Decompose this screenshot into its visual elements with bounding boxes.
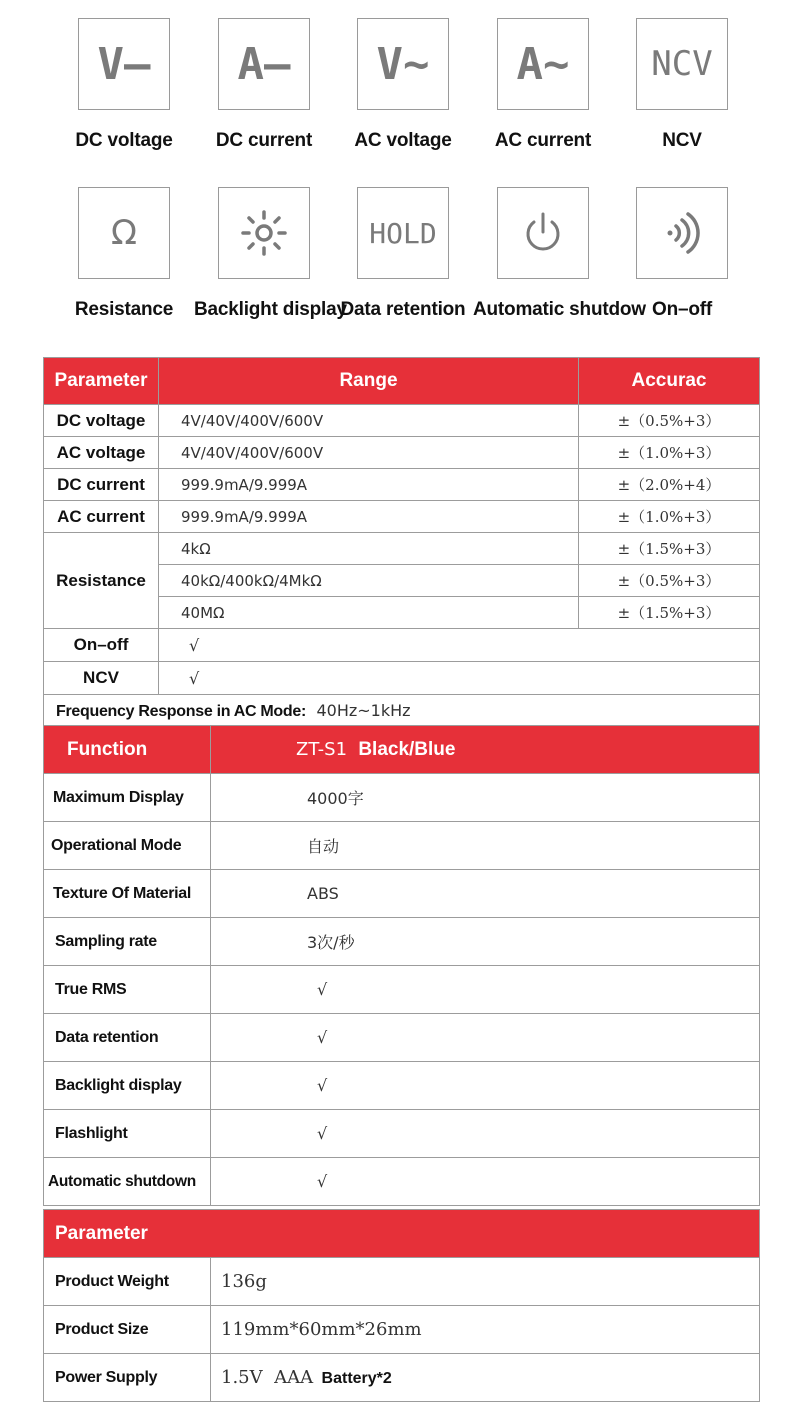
function-name: Automatic shutdown — [44, 1158, 211, 1206]
function-name: Sampling rate — [44, 918, 211, 966]
feature-label: DC voltage — [75, 130, 173, 151]
parameter-table — [43, 1209, 760, 1402]
function-value: √ — [211, 1110, 760, 1158]
function-table — [43, 725, 760, 1206]
param-range: 4V/40V/400V/600V — [159, 437, 579, 469]
table-row — [44, 1354, 760, 1402]
dc-current-icon: A– — [218, 18, 310, 110]
header-accuracy: Accurac — [579, 358, 760, 405]
spec-table — [43, 357, 760, 728]
param-check: √ — [159, 662, 760, 695]
table-row — [44, 1014, 760, 1062]
freq-row — [44, 695, 760, 728]
freq-cell — [44, 695, 760, 728]
param-accuracy: ±（2.0%+4） — [579, 469, 760, 501]
feature-label: AC voltage — [354, 130, 452, 151]
function-value: √ — [211, 1014, 760, 1062]
function-name: Operational Mode — [44, 822, 211, 870]
feature-dc-current — [194, 18, 334, 152]
table-row — [44, 533, 760, 565]
hold-icon: HOLD — [357, 187, 449, 279]
table-row — [44, 918, 760, 966]
table-row — [44, 1110, 760, 1158]
table-row — [44, 822, 760, 870]
function-name: Data retention — [44, 1014, 211, 1062]
parameter-value-cell — [211, 1354, 760, 1402]
feature-hold — [333, 187, 473, 321]
function-value: 3次/秒 — [211, 918, 760, 966]
feature-on-off — [612, 187, 752, 321]
function-value: √ — [211, 1062, 760, 1110]
table-row — [44, 1258, 760, 1306]
param-name: DC current — [44, 469, 159, 501]
parameter-header: Parameter — [44, 1210, 760, 1258]
feature-label: Backlight display — [194, 299, 347, 320]
function-name: Maximum Display — [44, 774, 211, 822]
table-row — [44, 629, 760, 662]
feature-label: Data retention — [340, 299, 466, 320]
table-row — [44, 774, 760, 822]
feature-ncv — [612, 18, 752, 152]
table-row — [44, 405, 760, 437]
function-value: √ — [211, 966, 760, 1014]
ohm-icon: Ω — [78, 187, 170, 279]
feature-label: On–off — [651, 299, 712, 320]
ac-voltage-icon: V~ — [357, 18, 449, 110]
feature-ac-current — [473, 18, 613, 152]
feature-icons-row-2 — [0, 187, 800, 357]
header-range: Range — [159, 358, 579, 405]
sun-icon — [218, 187, 310, 279]
param-accuracy: ±（1.0%+3） — [579, 437, 760, 469]
feature-resistance — [54, 187, 194, 321]
param-range: 999.9mA/9.999A — [159, 469, 579, 501]
freq-value: 40Hz~1kHz — [316, 701, 411, 720]
parameter-value: 119mm*60mm*26mm — [211, 1306, 760, 1354]
param-range: 4V/40V/400V/600V — [159, 405, 579, 437]
freq-label: Frequency Response in AC Mode: — [56, 703, 307, 720]
function-value: ABS — [211, 870, 760, 918]
function-name: Backlight display — [44, 1062, 211, 1110]
feature-auto-shutdown — [473, 187, 646, 321]
spec-header-row — [44, 358, 760, 405]
sound-waves-icon — [636, 187, 728, 279]
header-parameter: Parameter — [44, 358, 159, 405]
param-accuracy: ±（1.5%+3） — [579, 597, 760, 629]
param-accuracy: ±（1.5%+3） — [579, 533, 760, 565]
feature-icons-row-1 — [0, 18, 800, 188]
table-row — [44, 501, 760, 533]
table-row — [44, 1306, 760, 1354]
param-range: 40MΩ — [159, 597, 579, 629]
feature-label: NCV — [662, 130, 702, 151]
function-name: Flashlight — [44, 1110, 211, 1158]
model-color: Black/Blue — [358, 738, 456, 760]
ncv-icon: NCV — [636, 18, 728, 110]
param-accuracy: ±（0.5%+3） — [579, 565, 760, 597]
table-row — [44, 1158, 760, 1206]
param-name: AC voltage — [44, 437, 159, 469]
param-name: AC current — [44, 501, 159, 533]
param-name: DC voltage — [44, 405, 159, 437]
feature-backlight — [194, 187, 347, 321]
table-row — [44, 662, 760, 695]
param-range: 4kΩ — [159, 533, 579, 565]
function-name: True RMS — [44, 966, 211, 1014]
ac-current-icon: A~ — [497, 18, 589, 110]
param-range: 999.9mA/9.999A — [159, 501, 579, 533]
feature-label: AC current — [494, 130, 592, 151]
feature-ac-voltage — [333, 18, 473, 152]
function-value: √ — [211, 1158, 760, 1206]
function-value: 4000字 — [211, 774, 760, 822]
param-accuracy: ±（1.0%+3） — [579, 501, 760, 533]
function-name: Texture Of Material — [44, 870, 211, 918]
table-row — [44, 870, 760, 918]
param-accuracy: ±（0.5%+3） — [579, 405, 760, 437]
parameter-name: Product Weight — [44, 1258, 211, 1306]
function-header-label: Function — [44, 726, 211, 774]
model-name: ZT-S1 — [296, 738, 348, 760]
param-name: Resistance — [44, 533, 159, 629]
table-row — [44, 437, 760, 469]
param-name: On–off — [44, 629, 159, 662]
feature-label: Resistance — [74, 299, 174, 320]
table-row — [44, 966, 760, 1014]
function-header-row — [44, 726, 760, 774]
power-icon — [497, 187, 589, 279]
function-header-model-cell — [211, 726, 760, 774]
dc-voltage-icon: V– — [78, 18, 170, 110]
feature-label: Automatic shutdow — [473, 299, 646, 320]
parameter-value-bold: Battery*2 — [321, 1370, 392, 1387]
feature-label: DC current — [215, 130, 313, 151]
parameter-header-row — [44, 1210, 760, 1258]
table-row — [44, 469, 760, 501]
param-name: NCV — [44, 662, 159, 695]
parameter-name: Product Size — [44, 1306, 211, 1354]
param-range: 40kΩ/400kΩ/4MkΩ — [159, 565, 579, 597]
param-check: √ — [159, 629, 760, 662]
function-value: 自动 — [211, 822, 760, 870]
parameter-value: 1.5V AAA — [221, 1367, 314, 1388]
feature-dc-voltage — [54, 18, 194, 152]
parameter-name: Power Supply — [44, 1354, 211, 1402]
parameter-value: 136g — [211, 1258, 760, 1306]
table-row — [44, 1062, 760, 1110]
